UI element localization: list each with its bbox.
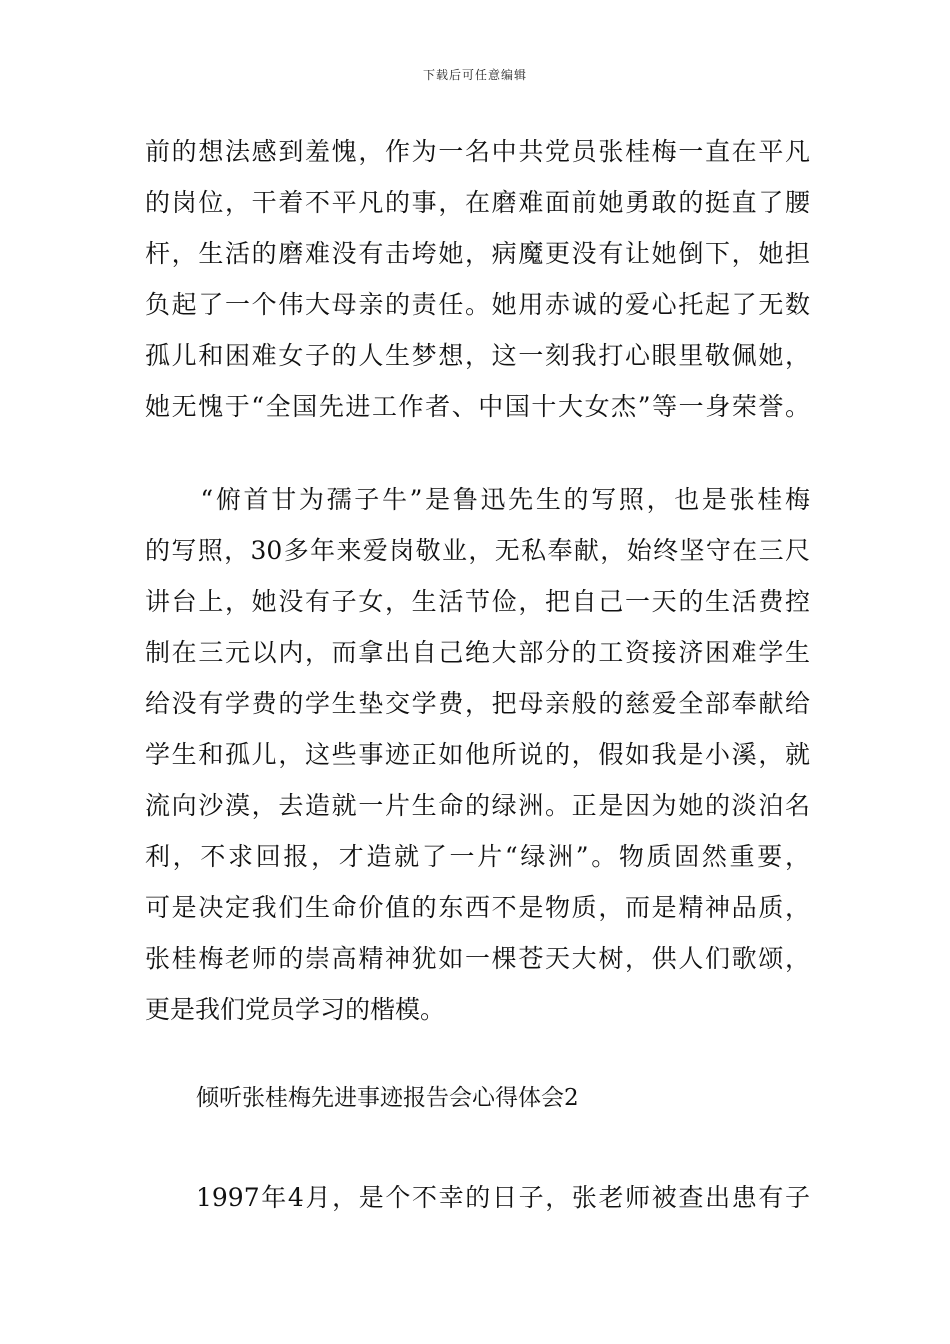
paragraph-line: 负起了一个伟大母亲的责任。她用赤诚的爱心托起了无数 bbox=[145, 290, 810, 319]
paragraph-line: 张桂梅老师的崇高精神犹如一棵苍天大树，供人们歌颂， bbox=[145, 944, 810, 973]
paragraph-line: 学生和孤儿，这些事迹正如他所说的，假如我是小溪，就 bbox=[145, 740, 810, 769]
paragraph-line: 杆，生活的磨难没有击垮她，病魔更没有让她倒下，她担 bbox=[145, 239, 810, 268]
paragraph-line: 可是决定我们生命价值的东西不是物质，而是精神品质， bbox=[145, 893, 810, 922]
paragraph-line: “俯首甘为孺子牛”是鲁迅先生的写照，也是张桂梅 bbox=[145, 485, 810, 514]
paragraph-line: 制在三元以内，而拿出自己绝大部分的工资接济困难学生 bbox=[145, 638, 810, 667]
paragraph-3 bbox=[196, 1172, 810, 1223]
header-note: 下载后可任意编辑 bbox=[422, 68, 527, 82]
paragraph-line: 的岗位，干着不平凡的事，在磨难面前她勇敢的挺直了腰 bbox=[145, 188, 810, 217]
paragraph-line: 前的想法感到羞愧，作为一名中共党员张桂梅一直在平凡 bbox=[145, 137, 810, 166]
section-heading: 倾听张桂梅先进事迹报告会心得体会2 bbox=[196, 1085, 579, 1111]
paragraph-2 bbox=[145, 474, 810, 1035]
paragraph-1 bbox=[145, 126, 810, 432]
paragraph-line: 她无愧于“全国先进工作者、中国十大女杰”等一身荣誉。 bbox=[145, 392, 810, 421]
paragraph-line: 更是我们党员学习的楷模。 bbox=[145, 995, 446, 1024]
paragraph-line: 1997年4月，是个不幸的日子，张老师被查出患有子 bbox=[196, 1183, 810, 1212]
paragraph-line: 利，不求回报，才造就了一片“绿洲”。物质固然重要， bbox=[145, 842, 810, 871]
paragraph-line: 的写照，30多年来爱岗敬业，无私奉献，始终坚守在三尺 bbox=[145, 536, 810, 565]
paragraph-line: 流向沙漠，去造就一片生命的绿洲。正是因为她的淡泊名 bbox=[145, 791, 810, 820]
paragraph-line: 给没有学费的学生垫交学费，把母亲般的慈爱全部奉献给 bbox=[145, 689, 810, 718]
paragraph-line: 讲台上，她没有子女，生活节俭，把自己一天的生活费控 bbox=[145, 587, 810, 616]
paragraph-line: 孤儿和困难女子的人生梦想，这一刻我打心眼里敬佩她， bbox=[145, 341, 810, 370]
